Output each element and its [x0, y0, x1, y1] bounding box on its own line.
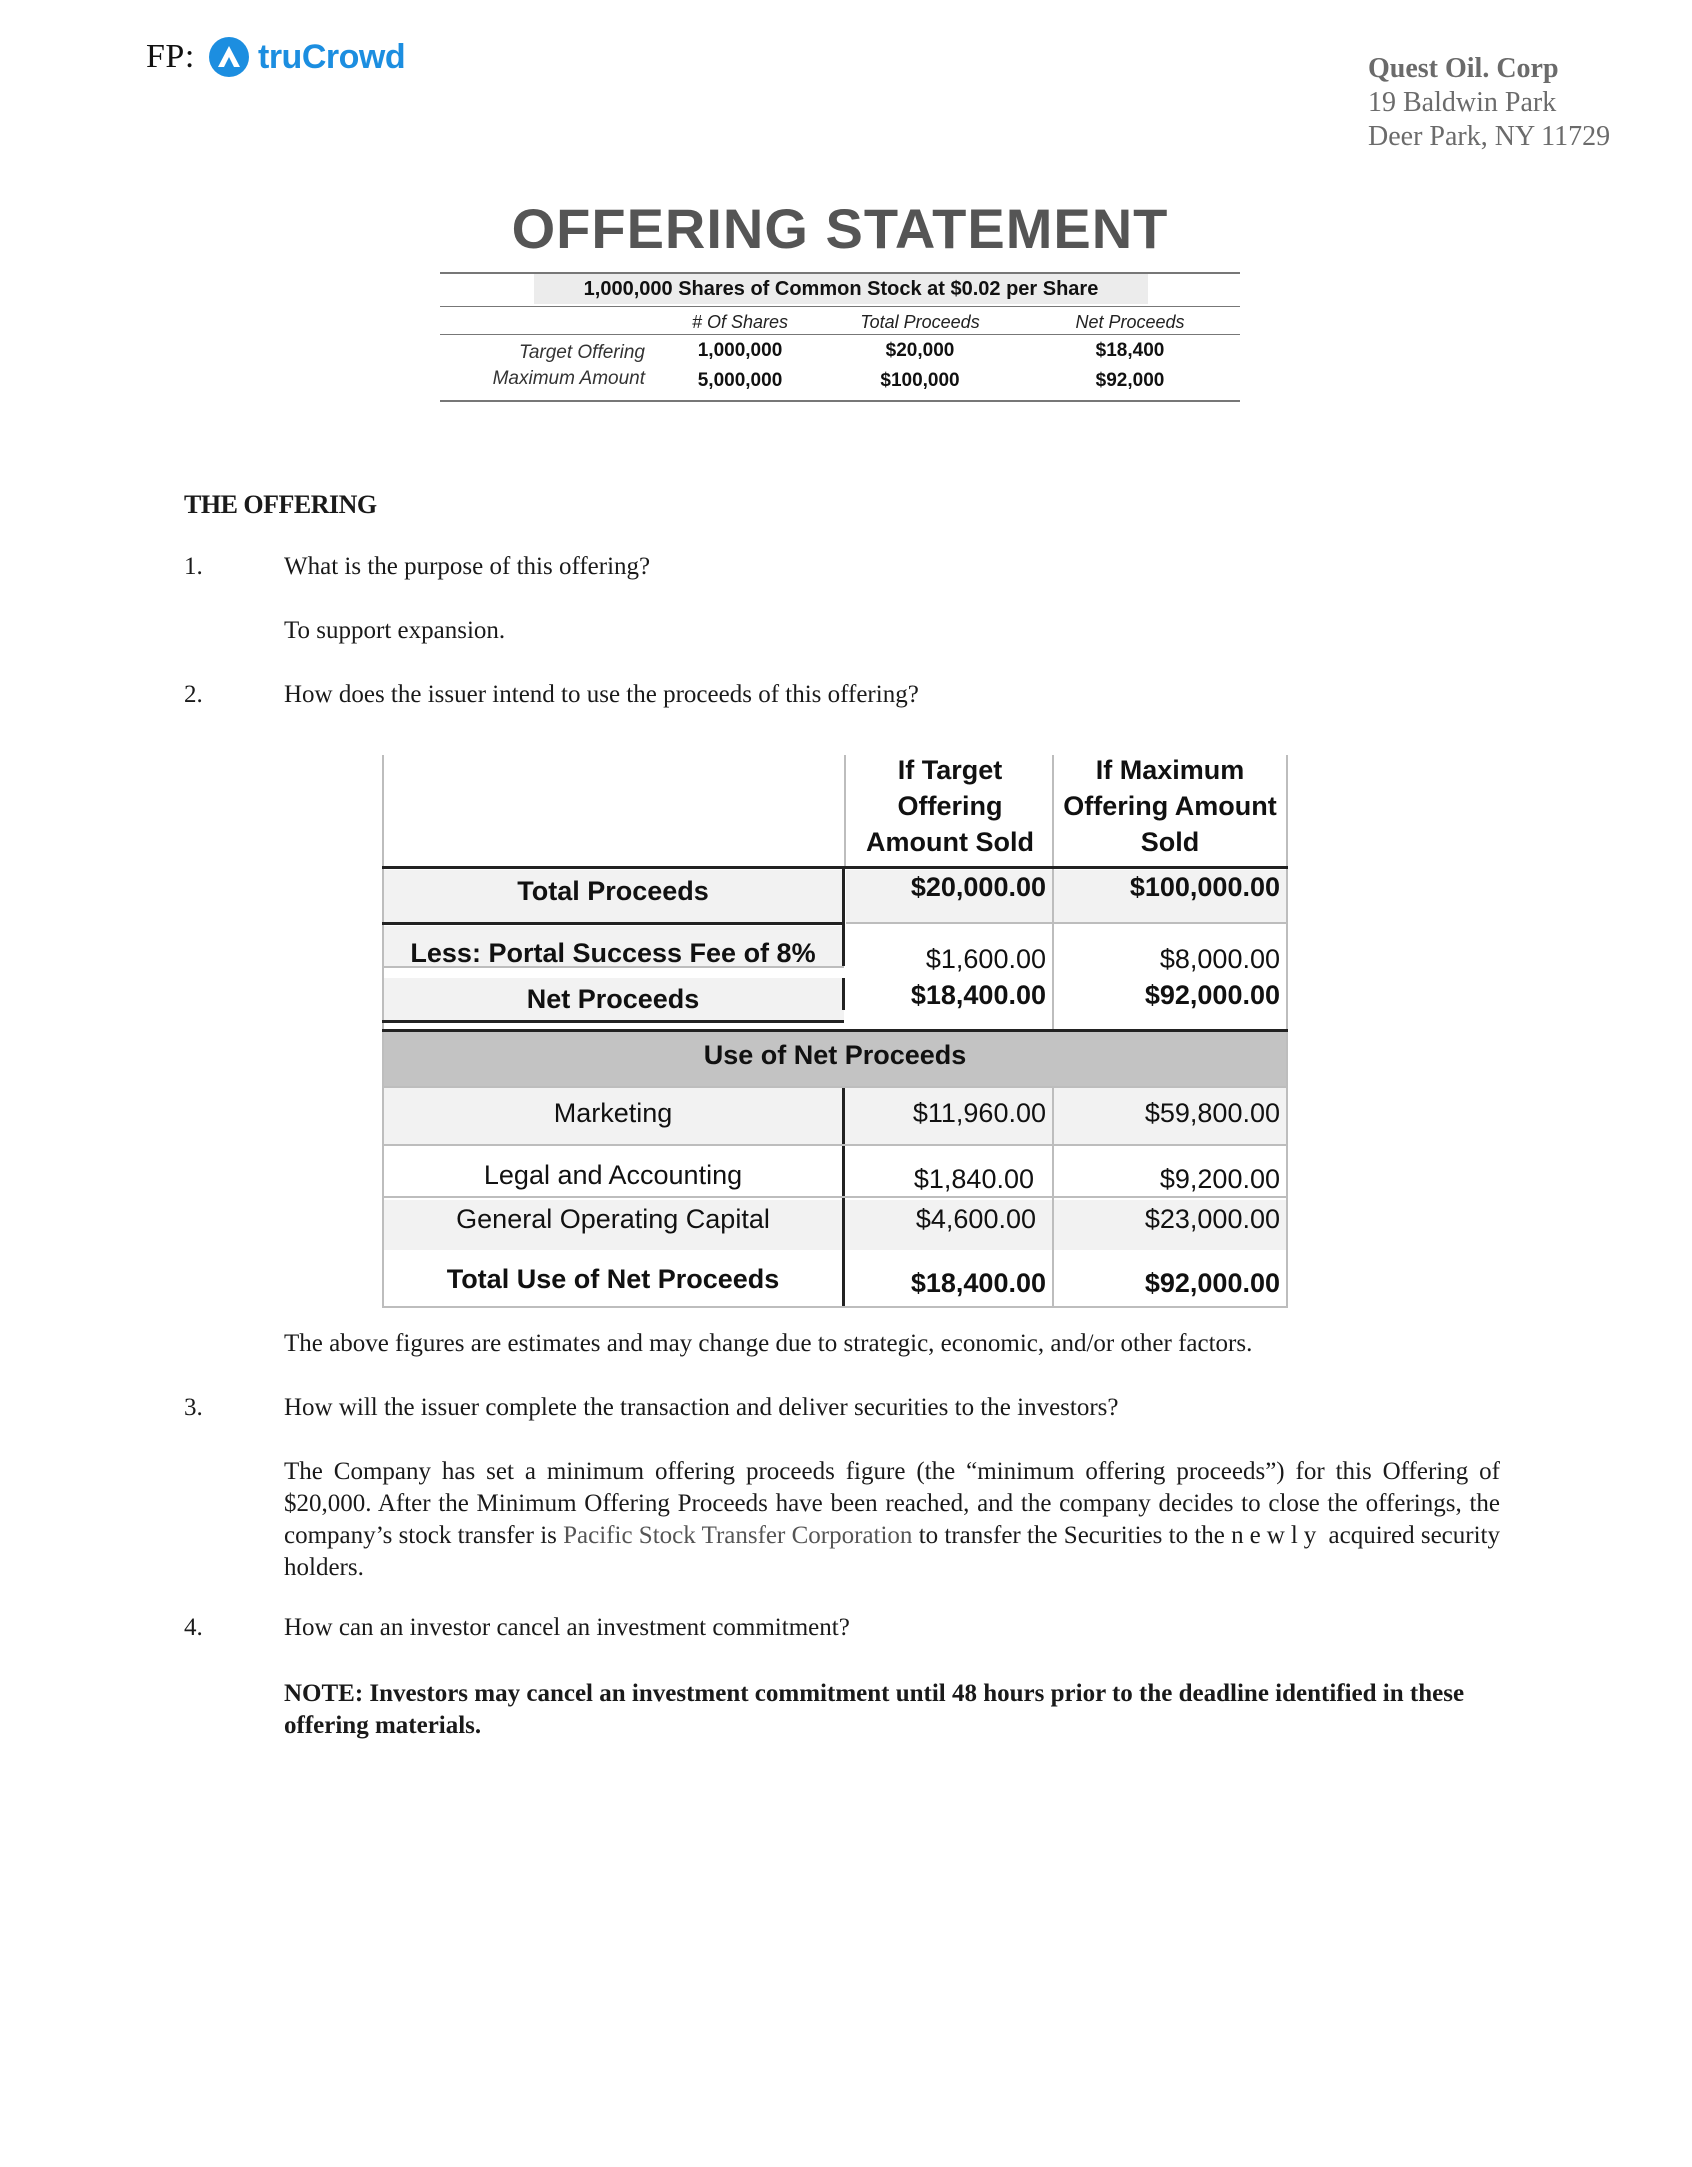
answer-3-text: acquired security holders. [284, 1522, 1500, 1581]
table-rule [382, 1086, 1288, 1088]
question-4: How can an investor cancel an investment commitment? [284, 1614, 850, 1641]
summary-col-total: Total Proceeds [860, 312, 980, 332]
company-address [1368, 52, 1610, 154]
net-proceeds-max: $92,000.00 [1144, 980, 1280, 1010]
portal-fee-max: $8,000.00 [1159, 944, 1280, 974]
table-rule [846, 922, 1286, 924]
col-target-header: If Target Offering Amount Sold [866, 755, 1034, 857]
question-number: 4. [184, 1614, 203, 1641]
summary-bottom-rule [440, 400, 1240, 402]
total-proceeds-label: Total Proceeds [517, 876, 709, 906]
summary-banner-rule [440, 306, 1240, 307]
net-proceeds-label: Net Proceeds [526, 984, 700, 1014]
summary-cell: $100,000 [880, 370, 960, 391]
question-3: How will the issuer complete the transaction and deliver securities to the investors? [284, 1394, 1119, 1421]
table-divider-bold [842, 1088, 845, 1144]
table-divider-bold [842, 924, 845, 966]
table-divider-bold [842, 1250, 845, 1308]
answer-1: To support expansion. [284, 617, 506, 644]
net-proceeds-target: $18,400.00 [910, 980, 1046, 1010]
use-row-max: $59,800.00 [1144, 1098, 1280, 1128]
summary-cell: $20,000 [885, 340, 955, 361]
company-name: Quest Oil. Corp [1368, 53, 1559, 84]
summary-cell: $92,000 [1095, 370, 1165, 391]
summary-row-label: Maximum Amount [492, 368, 645, 389]
estimates-disclaimer: The above figures are estimates and may change due to strategic, economic, and/or other factors. [284, 1330, 1253, 1357]
col-max-header: If Maximum Offering Amount Sold [1063, 755, 1277, 857]
address-line-2: Deer Park, NY 11729 [1368, 121, 1611, 152]
question-number: 3. [184, 1394, 203, 1421]
summary-col-net: Net Proceeds [1075, 312, 1185, 332]
table-divider [1052, 755, 1054, 1030]
offering-statement-title: OFFERING STATEMENT [511, 197, 1169, 260]
total-proceeds-target: $20,000.00 [910, 872, 1046, 902]
portal-fee-target: $1,600.00 [925, 944, 1046, 974]
table-rule [382, 1029, 1288, 1032]
section-heading: THE OFFERING [184, 490, 377, 519]
use-row-label: Marketing [553, 1098, 673, 1128]
question-number: 1. [184, 553, 203, 580]
table-divider-bold [842, 868, 845, 924]
answer-3-text: to transfer the Securities to the [912, 1522, 1232, 1549]
table-divider-bold [842, 1144, 845, 1196]
table-rule [382, 922, 844, 925]
summary-row-label: Target Offering [518, 342, 645, 363]
table-divider [844, 755, 846, 868]
summary-cell: $18,400 [1095, 340, 1165, 361]
use-row-max: $23,000.00 [1144, 1204, 1280, 1234]
table-rule [382, 866, 1288, 869]
use-row-max: $9,200.00 [1159, 1164, 1280, 1194]
table-divider [1052, 1088, 1054, 1308]
total-proceeds-max: $100,000.00 [1129, 872, 1280, 902]
table-divider-bold [842, 1196, 845, 1250]
use-row-target: $4,600.00 [915, 1204, 1036, 1234]
summary-col-shares: # Of Shares [691, 312, 789, 332]
trucrowd-logo-icon [208, 36, 250, 78]
fp-label: FP: [146, 38, 195, 75]
cancellation-note: NOTE: Investors may cancel an investment commitment until 48 hours prior to the deadline identified in these offering materials. [284, 1680, 1465, 1739]
table-rule [382, 1196, 1288, 1198]
use-row-target: $11,960.00 [912, 1098, 1046, 1128]
summary-header-rule [440, 334, 1240, 335]
table-rule [382, 1020, 844, 1023]
question-number: 2. [184, 681, 203, 708]
total-use-max: $92,000.00 [1144, 1268, 1280, 1298]
use-row-label: General Operating Capital [456, 1204, 770, 1234]
answer-3 [284, 1456, 1500, 1584]
total-use-label: Total Use of Net Proceeds [446, 1264, 780, 1294]
summary-banner: 1,000,000 Shares of Common Stock at $0.02 per Share [534, 274, 1148, 304]
answer-3-text: The Company has set a minimum offering proceeds figure (the “minimum offering proceeds”) for this Offering of $20,000. After the Minimum Offering Proceeds have been reached, and the company decides to close the offerings, the company’s stock transfer is [284, 1458, 1500, 1549]
question-1: What is the purpose of this offering? [284, 553, 651, 580]
trucrowd-logo [208, 36, 405, 78]
summary-cell: 1,000,000 [697, 340, 783, 361]
logo-text: truCrowd [258, 37, 406, 76]
answer-3-text: newly [1231, 1522, 1323, 1549]
summary-cell: 5,000,000 [697, 370, 783, 391]
question-2: How does the issuer intend to use the proceeds of this offering? [284, 681, 919, 708]
use-of-net-proceeds-header: Use of Net Proceeds [703, 1040, 967, 1070]
address-line-1: 19 Baldwin Park [1368, 87, 1557, 118]
portal-fee-label: Less: Portal Success Fee of 8% [410, 938, 816, 968]
use-row-label: Legal and Accounting [483, 1160, 743, 1190]
table-divider-bold [842, 978, 845, 1010]
use-row-target: $1,840.00 [913, 1164, 1034, 1194]
table-rule [382, 1144, 1288, 1146]
total-use-target: $18,400.00 [910, 1268, 1046, 1298]
table-rule [382, 1306, 1288, 1308]
transfer-agent-name: Pacific Stock Transfer Corporation [563, 1522, 913, 1549]
